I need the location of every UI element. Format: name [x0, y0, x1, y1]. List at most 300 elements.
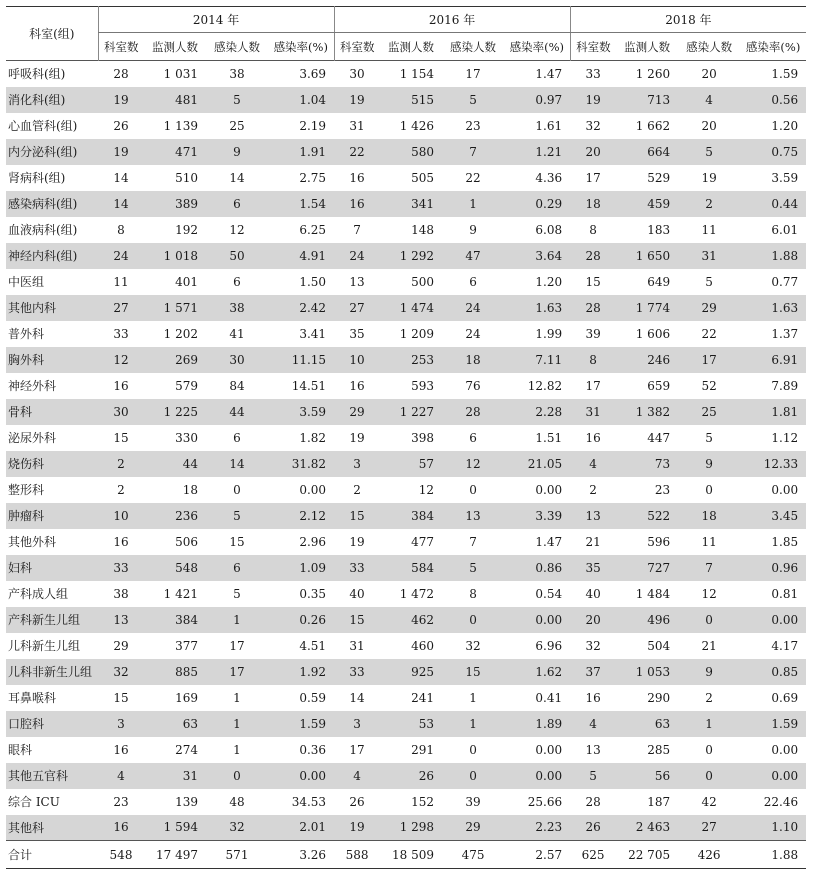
- dept-name-cell: 儿科新生儿组: [8, 639, 81, 653]
- rate-cell: 1.82: [299, 430, 327, 445]
- rate-cell: 1.63: [771, 300, 799, 315]
- rate-cell: 0.77: [771, 274, 799, 289]
- dept-name-cell: 其他五官科: [8, 769, 69, 783]
- monitored-cell: 505: [411, 170, 435, 185]
- infected-cell: 5: [705, 430, 713, 445]
- infected-cell: 32: [465, 638, 481, 653]
- dept-name-cell: 骨科: [8, 405, 33, 419]
- dept-name-cell: 泌尿外科: [8, 431, 57, 445]
- rate-cell: 6.01: [771, 222, 799, 237]
- dept-name-cell: 其他科: [8, 820, 45, 835]
- dept-count-cell: 8: [589, 222, 597, 237]
- dept-name-cell: 肾病科(组): [8, 171, 66, 185]
- monitored-cell: 384: [175, 612, 198, 627]
- dept-count-cell: 31: [349, 118, 365, 133]
- monitored-cell: 12: [418, 482, 435, 497]
- infected-cell: 32: [229, 820, 245, 835]
- dept-name-cell: 其他内科: [8, 301, 57, 315]
- rate-cell: 7.89: [771, 378, 799, 393]
- rate-cell: 1.21: [535, 144, 563, 159]
- infected-cell: 0: [705, 612, 713, 627]
- dept-count-cell: 13: [585, 508, 601, 523]
- infected-cell: 5: [705, 274, 713, 289]
- dept-count-cell: 19: [349, 430, 365, 445]
- infected-cell: 38: [229, 66, 245, 81]
- rate-cell: 3.41: [299, 326, 327, 341]
- rate-cell: 4.36: [535, 170, 563, 185]
- table-row: [6, 139, 806, 165]
- dept-count-cell: 26: [113, 118, 129, 133]
- dept-name-cell: 儿科非新生儿组: [8, 665, 93, 679]
- dept-count-cell: 32: [585, 638, 601, 653]
- monitored-cell: 73: [654, 456, 671, 471]
- dept-count-cell: 31: [349, 638, 365, 653]
- dept-count-cell: 33: [349, 560, 365, 575]
- monitored-cell: 1 484: [635, 586, 671, 601]
- infected-cell: 0: [705, 768, 713, 783]
- infected-cell: 50: [229, 248, 245, 263]
- dept-count-cell: 15: [349, 508, 365, 523]
- rate-cell: 0.26: [299, 612, 327, 627]
- dept-count-cell: 33: [113, 326, 129, 341]
- infected-cell: 0: [469, 742, 477, 757]
- infected-cell: 17: [229, 638, 245, 653]
- dept-count-cell: 16: [349, 170, 365, 185]
- dept-count-cell: 548: [109, 847, 133, 862]
- dept-count-cell: 26: [585, 820, 601, 835]
- table-row: [6, 243, 806, 269]
- rate-cell: 2.96: [299, 534, 327, 549]
- rate-cell: 0.00: [535, 612, 563, 627]
- rate-cell: 0.00: [535, 768, 563, 783]
- table-row: [6, 425, 806, 451]
- rate-cell: 1.12: [771, 430, 799, 445]
- rate-cell: 1.63: [535, 300, 563, 315]
- rate-cell: 3.39: [535, 508, 563, 523]
- dept-name-cell: 产科成人组: [8, 587, 69, 601]
- dept-name-cell: 整形科: [8, 483, 45, 497]
- dept-count-cell: 15: [585, 274, 601, 289]
- monitored-cell: 377: [175, 638, 198, 653]
- rate-cell: 0.00: [535, 482, 563, 497]
- infected-cell: 6: [233, 274, 241, 289]
- table-row: [6, 503, 806, 529]
- rate-cell: 1.47: [535, 534, 563, 549]
- monitored-cell: 384: [411, 508, 435, 523]
- monitored-cell: 447: [647, 430, 671, 445]
- table-row: [6, 295, 806, 321]
- rate-cell: 1.59: [771, 66, 799, 81]
- table-row: [6, 815, 806, 841]
- rate-cell: 0.81: [771, 586, 799, 601]
- dept-count-cell: 33: [349, 664, 365, 679]
- rate-cell: 1.62: [535, 664, 563, 679]
- rate-cell: 22.46: [763, 794, 799, 809]
- dept-name-cell: 中医组: [8, 275, 45, 289]
- infected-cell: 38: [229, 300, 245, 315]
- rate-cell: 1.20: [535, 274, 563, 289]
- dept-name-cell: 产科新生儿组: [8, 613, 81, 627]
- infected-cell: 2: [705, 196, 713, 211]
- monitored-cell: 152: [411, 794, 435, 809]
- monitored-cell: 31: [182, 768, 198, 783]
- dept-count-cell: 10: [349, 352, 365, 367]
- monitored-cell: 515: [411, 92, 435, 107]
- rate-cell: 14.51: [291, 378, 327, 393]
- monitored-cell: 169: [175, 690, 198, 705]
- table-row: [6, 87, 806, 113]
- dept-count-cell: 13: [113, 612, 129, 627]
- dept-count-cell: 38: [113, 586, 129, 601]
- rate-cell: 2.12: [299, 508, 327, 523]
- col-header-rate: 感染率(%): [273, 39, 328, 54]
- rate-cell: 3.26: [299, 847, 327, 862]
- dept-name-cell: 消化科(组): [8, 93, 66, 107]
- infected-cell: 9: [705, 456, 713, 471]
- table-row: [6, 217, 806, 243]
- rate-cell: 4.17: [771, 638, 799, 653]
- dept-count-cell: 40: [585, 586, 601, 601]
- dept-name-cell: 口腔科: [8, 717, 45, 731]
- infected-cell: 14: [229, 456, 245, 471]
- table-row: [6, 477, 806, 503]
- infected-cell: 25: [229, 118, 245, 133]
- col-header-infected: 感染人数: [214, 39, 260, 54]
- table-row: [6, 737, 806, 763]
- monitored-cell: 330: [175, 430, 198, 445]
- col-header-monitored: 监测人数: [624, 39, 671, 54]
- monitored-cell: 1 650: [635, 248, 671, 263]
- monitored-cell: 584: [411, 560, 435, 575]
- infected-cell: 7: [469, 144, 477, 159]
- dept-name-cell: 神经内科(组): [8, 249, 78, 263]
- dept-count-cell: 19: [113, 92, 129, 107]
- monitored-cell: 1 202: [163, 326, 198, 341]
- monitored-cell: 57: [418, 456, 435, 471]
- dept-count-cell: 7: [353, 222, 361, 237]
- dept-count-cell: 20: [585, 612, 601, 627]
- monitored-cell: 548: [175, 560, 198, 575]
- col-header-dept-count: 科室数: [334, 33, 380, 61]
- dept-name-cell: 感染病科(组): [8, 197, 78, 211]
- monitored-cell: 925: [411, 664, 435, 679]
- infected-cell: 0: [705, 482, 713, 497]
- rate-cell: 1.54: [299, 196, 327, 211]
- rate-cell: 0.41: [535, 690, 563, 705]
- dept-count-cell: 16: [113, 820, 129, 835]
- dept-name-cell: 综合 ICU: [8, 795, 60, 809]
- infected-cell: 5: [705, 144, 713, 159]
- dept-count-cell: 28: [585, 794, 601, 809]
- rate-cell: 0.69: [771, 690, 799, 705]
- rate-cell: 1.88: [771, 248, 799, 263]
- dept-count-cell: 40: [349, 586, 365, 601]
- infected-cell: 426: [697, 847, 721, 862]
- rate-cell: 1.09: [299, 560, 327, 575]
- table-row: [6, 373, 806, 399]
- dept-count-cell: 37: [585, 664, 601, 679]
- infected-cell: 48: [229, 794, 245, 809]
- infected-cell: 27: [701, 820, 717, 835]
- infected-cell: 18: [465, 352, 481, 367]
- infected-cell: 18: [701, 508, 717, 523]
- rate-cell: 6.08: [535, 222, 563, 237]
- dept-count-cell: 26: [349, 794, 365, 809]
- monitored-cell: 659: [647, 378, 671, 393]
- dept-name-cell: 耳鼻喉科: [8, 691, 57, 705]
- dept-count-cell: 27: [113, 300, 129, 315]
- infected-cell: 6: [233, 560, 241, 575]
- dept-name-cell: 呼吸科(组): [8, 67, 66, 82]
- dept-name-cell: 血液病科(组): [8, 223, 78, 237]
- dept-count-cell: 19: [349, 92, 365, 107]
- col-header-dept-count: 科室数: [570, 33, 616, 61]
- monitored-cell: 496: [647, 612, 671, 627]
- dept-count-cell: 29: [113, 638, 129, 653]
- rate-cell: 0.54: [535, 586, 563, 601]
- col-header-rate: 感染率(%): [745, 39, 801, 54]
- monitored-cell: 1 209: [399, 326, 435, 341]
- rate-cell: 0.59: [299, 690, 327, 705]
- rate-cell: 1.85: [771, 534, 799, 549]
- monitored-cell: 713: [647, 92, 671, 107]
- infected-cell: 7: [705, 560, 713, 575]
- monitored-cell: 18 509: [392, 847, 435, 862]
- dept-count-cell: 4: [353, 768, 361, 783]
- monitored-cell: 1 154: [399, 66, 435, 81]
- infected-cell: 24: [465, 300, 481, 315]
- dept-count-cell: 14: [349, 690, 365, 705]
- year-header-2018: 2018 年: [570, 7, 806, 33]
- rate-cell: 0.35: [299, 586, 327, 601]
- rate-cell: 11.15: [291, 352, 327, 367]
- infected-cell: 0: [233, 482, 241, 497]
- dept-count-cell: 4: [589, 456, 597, 471]
- dept-name-cell: 内分泌科(组): [8, 145, 78, 159]
- rate-cell: 1.99: [535, 326, 563, 341]
- dept-name-cell: 眼科: [8, 743, 33, 757]
- monitored-cell: 26: [418, 768, 435, 783]
- dept-header: 科室(组): [29, 27, 75, 41]
- infected-cell: 12: [701, 586, 717, 601]
- dept-count-cell: 20: [585, 144, 601, 159]
- rate-cell: 0.00: [535, 742, 563, 757]
- infected-cell: 31: [701, 248, 717, 263]
- infected-cell: 1: [233, 690, 241, 705]
- rate-cell: 0.00: [771, 482, 799, 497]
- monitored-cell: 1 662: [635, 118, 671, 133]
- monitored-cell: 885: [175, 664, 198, 679]
- table-row: [6, 113, 806, 139]
- rate-cell: 4.91: [299, 248, 327, 263]
- monitored-cell: 1 139: [163, 118, 198, 133]
- infected-cell: 21: [701, 638, 717, 653]
- infected-cell: 39: [465, 794, 481, 809]
- infected-cell: 17: [229, 664, 245, 679]
- monitored-cell: 510: [175, 170, 198, 185]
- dept-count-cell: 29: [349, 404, 365, 419]
- rate-cell: 3.59: [299, 404, 327, 419]
- infected-cell: 571: [225, 847, 249, 862]
- dept-count-cell: 15: [113, 690, 129, 705]
- monitored-cell: 481: [175, 92, 198, 107]
- monitored-cell: 593: [411, 378, 435, 393]
- infected-cell: 5: [233, 586, 241, 601]
- dept-count-cell: 588: [345, 847, 369, 862]
- infection-rate-table: [6, 6, 806, 869]
- infected-cell: 475: [461, 847, 485, 862]
- monitored-cell: 1 053: [635, 664, 671, 679]
- rate-cell: 0.97: [535, 92, 563, 107]
- rate-cell: 0.75: [771, 144, 799, 159]
- dept-count-cell: 17: [349, 742, 365, 757]
- infected-cell: 24: [465, 326, 481, 341]
- table-row: [6, 581, 806, 607]
- monitored-cell: 1 774: [635, 300, 671, 315]
- dept-count-cell: 4: [589, 716, 597, 731]
- rate-cell: 0.00: [299, 482, 327, 497]
- monitored-cell: 506: [175, 534, 198, 549]
- rate-cell: 0.00: [299, 768, 327, 783]
- infected-cell: 23: [465, 118, 481, 133]
- rate-cell: 2.57: [535, 847, 563, 862]
- infected-cell: 6: [233, 430, 241, 445]
- infected-cell: 1: [469, 196, 477, 211]
- rate-cell: 0.29: [535, 196, 563, 211]
- dept-count-cell: 13: [349, 274, 365, 289]
- dept-count-cell: 16: [113, 742, 129, 757]
- rate-cell: 0.44: [771, 196, 799, 211]
- monitored-cell: 398: [411, 430, 435, 445]
- infected-cell: 22: [465, 170, 481, 185]
- infected-cell: 17: [465, 66, 481, 81]
- monitored-cell: 727: [647, 560, 671, 575]
- monitored-cell: 187: [647, 794, 671, 809]
- table-row: [6, 685, 806, 711]
- infected-cell: 5: [233, 508, 241, 523]
- monitored-cell: 341: [411, 196, 435, 211]
- dept-name-cell: 神经外科: [8, 379, 57, 393]
- table-row: [6, 191, 806, 217]
- monitored-cell: 17 497: [156, 847, 198, 862]
- dept-count-cell: 16: [113, 378, 129, 393]
- rate-cell: 0.00: [771, 612, 799, 627]
- infected-cell: 0: [469, 768, 477, 783]
- table-row: [6, 659, 806, 685]
- infected-cell: 6: [469, 430, 477, 445]
- dept-name-cell: 心血管科(组): [8, 119, 78, 133]
- rate-cell: 12.33: [763, 456, 799, 471]
- dept-count-cell: 24: [113, 248, 129, 263]
- monitored-cell: 401: [175, 274, 198, 289]
- monitored-cell: 579: [175, 378, 198, 393]
- monitored-cell: 462: [411, 612, 435, 627]
- infected-cell: 5: [469, 560, 477, 575]
- infected-cell: 4: [705, 92, 713, 107]
- table-row: [6, 451, 806, 477]
- monitored-cell: 1 298: [399, 820, 435, 835]
- infected-cell: 29: [701, 300, 717, 315]
- infected-cell: 0: [469, 482, 477, 497]
- rate-cell: 6.25: [299, 222, 327, 237]
- dept-count-cell: 33: [585, 66, 601, 81]
- dept-count-cell: 5: [589, 768, 597, 783]
- infected-cell: 6: [469, 274, 477, 289]
- rate-cell: 1.81: [771, 404, 799, 419]
- rate-cell: 1.59: [299, 716, 327, 731]
- rate-cell: 1.50: [299, 274, 327, 289]
- table-row: [6, 321, 806, 347]
- infected-cell: 0: [469, 612, 477, 627]
- rate-cell: 1.51: [535, 430, 563, 445]
- dept-count-cell: 8: [589, 352, 597, 367]
- monitored-cell: 53: [418, 716, 435, 731]
- rate-cell: 1.91: [299, 144, 327, 159]
- infected-cell: 17: [701, 352, 717, 367]
- monitored-cell: 1 382: [635, 404, 671, 419]
- col-header-dept-count: 科室数: [98, 33, 144, 61]
- dept-count-cell: 14: [113, 196, 129, 211]
- monitored-cell: 44: [182, 456, 198, 471]
- dept-count-cell: 15: [349, 612, 365, 627]
- rate-cell: 1.20: [771, 118, 799, 133]
- rate-cell: 1.47: [535, 66, 563, 81]
- infected-cell: 19: [701, 170, 717, 185]
- monitored-cell: 529: [647, 170, 671, 185]
- dept-count-cell: 30: [349, 66, 365, 81]
- dept-count-cell: 35: [349, 326, 365, 341]
- infected-cell: 1: [233, 612, 241, 627]
- table-row: [6, 633, 806, 659]
- dept-count-cell: 19: [113, 144, 129, 159]
- rate-cell: 25.66: [527, 794, 563, 809]
- rate-cell: 1.10: [771, 820, 799, 835]
- dept-count-cell: 16: [585, 430, 601, 445]
- monitored-cell: 1 426: [399, 118, 435, 133]
- monitored-cell: 1 225: [163, 404, 198, 419]
- monitored-cell: 1 606: [635, 326, 671, 341]
- infected-cell: 1: [233, 742, 241, 757]
- rate-cell: 34.53: [291, 794, 327, 809]
- dept-count-cell: 35: [585, 560, 601, 575]
- monitored-cell: 2 463: [635, 820, 671, 835]
- dept-count-cell: 11: [113, 274, 129, 289]
- monitored-cell: 183: [647, 222, 671, 237]
- infected-cell: 6: [233, 196, 241, 211]
- dept-count-cell: 27: [349, 300, 365, 315]
- rate-cell: 2.01: [299, 820, 327, 835]
- infected-cell: 76: [465, 378, 481, 393]
- dept-count-cell: 33: [113, 560, 129, 575]
- table-row: [6, 711, 806, 737]
- infected-cell: 9: [233, 144, 241, 159]
- monitored-cell: 389: [175, 196, 198, 211]
- infected-cell: 5: [469, 92, 477, 107]
- rate-cell: 1.59: [771, 716, 799, 731]
- rate-cell: 3.64: [535, 248, 563, 263]
- infected-cell: 1: [233, 716, 241, 731]
- monitored-cell: 1 227: [399, 404, 435, 419]
- table-body: [6, 61, 806, 869]
- monitored-cell: 1 260: [635, 66, 671, 81]
- monitored-cell: 1 571: [163, 300, 198, 315]
- col-header-monitored: 监测人数: [388, 39, 435, 54]
- dept-count-cell: 2: [589, 482, 597, 497]
- dept-count-cell: 625: [581, 847, 605, 862]
- table-row: [6, 269, 806, 295]
- table-row: [6, 347, 806, 373]
- monitored-cell: 1 421: [163, 586, 198, 601]
